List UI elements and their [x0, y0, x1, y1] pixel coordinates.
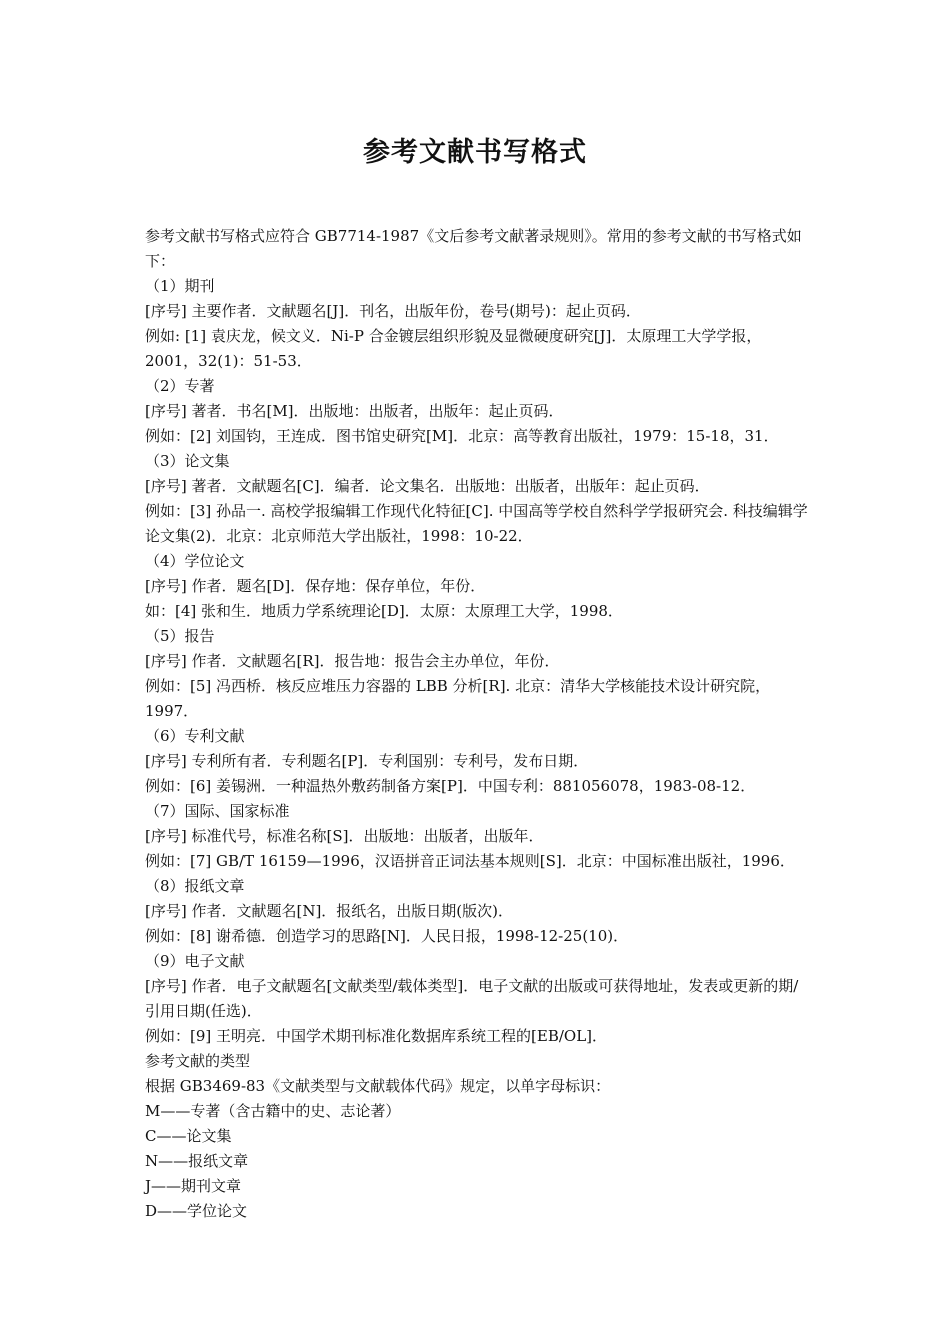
section-heading-monograph: （2）专著 [145, 377, 215, 395]
section-heading-report: （5）报告 [145, 627, 215, 645]
example-line-newspaper: 例如：[8] 谢希德．创造学习的思路[N]．人民日报，1998-12-25(10)． [145, 927, 629, 945]
type-code-j: J——期刊文章 [145, 1177, 242, 1195]
example-line-proceedings: 例如：[3] 孙品一. 高校学报编辑工作现代化特征[C]. 中国高等学校自然科学学报研究会. 科技编辑学论文集(2)．北京：北京师范大学出版社，1998：10-22． [145, 502, 808, 545]
section-heading-journal: （1）期刊 [145, 277, 215, 295]
type-code-n: N——报纸文章 [145, 1152, 249, 1170]
section-heading-newspaper: （8）报纸文章 [145, 877, 245, 895]
format-line-newspaper: [序号] 作者．文献题名[N]．报纸名，出版日期(版次)． [145, 902, 514, 920]
format-line-proceedings: [序号] 著者．文献题名[C]．编者．论文集名．出版地：出版者，出版年：起止页码． [145, 477, 710, 495]
section-heading-thesis: （4）学位论文 [145, 552, 245, 570]
example-line-patent: 例如：[6] 姜锡洲．一种温热外敷药制备方案[P]．中国专利：881056078，1983-08-12． [145, 777, 756, 795]
format-line-standard: [序号] 标准代号，标准名称[S]．出版地：出版者，出版年． [145, 827, 544, 845]
example-line-report: 例如：[5] 冯西桥．核反应堆压力容器的 LBB 分析[R]. 北京：清华大学核能技术设计研究院，1997． [145, 677, 771, 720]
type-code-c: C——论文集 [145, 1127, 232, 1145]
section-heading-electronic: （9）电子文献 [145, 952, 245, 970]
format-line-patent: [序号] 专利所有者．专利题名[P]．专利国别：专利号，发布日期． [145, 752, 589, 770]
format-line-electronic: [序号] 作者．电子文献题名[文献类型/载体类型]．电子文献的出版或可获得地址，发表或更新的期/引用日期(任选)． [145, 977, 799, 1020]
section-heading-standard: （7）国际、国家标准 [145, 802, 290, 820]
format-line-monograph: [序号] 著者．书名[M]．出版地：出版者，出版年：起止页码． [145, 402, 564, 420]
intro-paragraph: 参考文献书写格式应符合 GB7714-1987《文后参考文献著录规则》。常用的参考文献的书写格式如下： [145, 227, 802, 270]
format-line-report: [序号] 作者．文献题名[R]．报告地：报告会主办单位，年份． [145, 652, 560, 670]
document-title: 参考文献书写格式 [363, 137, 587, 168]
example-line-monograph: 例如：[2] 刘国钧，王连成．图书馆史研究[M]．北京：高等教育出版社，1979：15-18，31． [145, 427, 779, 445]
example-line-journal: 例如: [1] 袁庆龙，候文义．Ni-P 合金镀层组织形貌及显微硬度研究[J]．太原理工大学学报，2001，32(1)：51-53． [145, 327, 762, 370]
example-line-electronic: 例如：[9] 王明亮．中国学术期刊标准化数据库系统工程的[EB/OL]． [145, 1027, 608, 1045]
format-line-thesis: [序号] 作者．题名[D]．保存地：保存单位，年份． [145, 577, 486, 595]
section-heading-proceedings: （3）论文集 [145, 452, 230, 470]
document-body [145, 224, 813, 1224]
type-code-d: D——学位论文 [145, 1202, 248, 1220]
section-heading-patent: （6）专利文献 [145, 727, 245, 745]
type-code-m: M——专著（含古籍中的史、志论著） [145, 1102, 401, 1120]
example-line-thesis: 如：[4] 张和生．地质力学系统理论[D]．太原：太原理工大学，1998． [145, 602, 623, 620]
types-intro: 根据 GB3469-83《文献类型与文献载体代码》规定，以单字母标识： [145, 1077, 611, 1095]
types-heading: 参考文献的类型 [145, 1052, 251, 1070]
example-line-standard: 例如：[7] GB/T 16159—1996，汉语拼音正词法基本规则[S]．北京：中国标准出版社，1996． [145, 852, 795, 870]
format-line-journal: [序号] 主要作者．文献题名[J]．刊名，出版年份，卷号(期号)：起止页码． [145, 302, 641, 320]
